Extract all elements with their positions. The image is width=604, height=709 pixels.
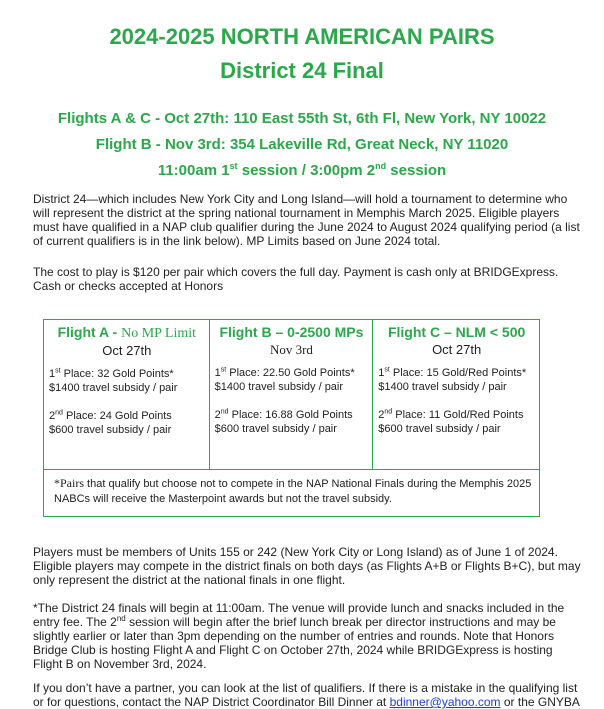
flight-a-first-text: Place: 32 Gold Points*: [60, 368, 174, 380]
flight-a-second-place: [49, 409, 205, 437]
flights-ac-location: Flights A & C - Oct 27th: 110 East 55th St, 6th Fl, New York, NY 10022: [57, 110, 547, 127]
flight-a-first-sup: st: [55, 367, 61, 375]
flight-a-heading: [49, 324, 205, 342]
flight-c-second-subsidy: $600 travel subsidy / pair: [378, 423, 501, 435]
table-footnote: [44, 470, 539, 516]
flight-a-second-sup: nd: [55, 409, 63, 417]
session-prefix: 11:00am 1: [157, 162, 230, 179]
contact-text-a: If you don’t have a partner, you can look at the list of qualifiers. If there is a mistake in the qualifying list or for questions, contact the NAP District Coordinator Bill Dinner at: [33, 681, 578, 709]
flight-c-first-place: [378, 366, 535, 394]
schedule-paragraph: [33, 601, 581, 671]
flight-c-first-subsidy: $1400 travel subsidy / pair: [378, 381, 507, 393]
flight-a-second-num: 2: [49, 410, 56, 422]
eligibility-paragraph: Players must be members of Units 155 or 242 (New York City or Long Island) as of June 1 of 2024. Eligible players may compete in the district finals on both days (as Flights A+B or Flights B+C), but may only represent the district at the national finals in one flight.: [33, 545, 581, 587]
flight-b-second-place: [215, 408, 369, 436]
flight-b-second-num: 2: [214, 409, 221, 421]
flight-b-first-text: Place: 22.50 Gold Points*: [226, 367, 355, 379]
schedule-text-b: session will begin after the brief lunch break per director instructions and may be slightly earlier or later than 3pm depending on the number of entries and rounds. Note that Honors Bridge Club is hosting Flight A and Flight C on October 27th, 2024 while BRIDGExpress is hosting Flight B on November 3rd, 2024.: [33, 615, 556, 671]
flight-a-date: Oct 27th: [102, 343, 152, 358]
flight-a-cell: [44, 320, 210, 470]
flight-b-second-text: Place: 16.88 Gold Points: [228, 409, 353, 421]
flight-b-date: Nov 3rd: [269, 342, 313, 357]
page-title-line1: 2024-2025 NORTH AMERICAN PAIRS: [109, 24, 495, 49]
flight-a-first-subsidy: $1400 travel subsidy / pair: [49, 382, 178, 394]
flight-c-date: Oct 27th: [432, 342, 482, 357]
flight-c-heading: Flight C – NLM < 500: [387, 324, 526, 340]
flight-a-heading-bold: Flight A -: [57, 324, 122, 340]
flight-c-second-text: Place: 11 Gold/Red Points: [392, 409, 524, 421]
flight-a-first-place: [49, 367, 205, 395]
flight-a-second-text: Place: 24 Gold Points: [62, 410, 172, 422]
flights-table: [43, 319, 540, 517]
flight-b-second-subsidy: $600 travel subsidy / pair: [214, 423, 337, 435]
flights-row: [44, 320, 540, 470]
contact-text-b: or the GNYBA: [500, 695, 580, 709]
footnote-pairs: *Pairs: [54, 476, 84, 490]
flight-c-second-sup: nd: [384, 408, 393, 416]
flight-b-second-sup: nd: [220, 408, 229, 416]
intro-paragraph-2: The cost to play is $120 per pair which covers the full day. Payment is cash only at BRIDGExpress. Cash or checks accepted at Honors: [33, 265, 559, 293]
flight-a-heading-limit: No MP Limit: [121, 326, 197, 341]
email-link[interactable]: bdinner@yahoo.com: [389, 695, 501, 709]
flight-b-first-subsidy: $1400 travel subsidy / pair: [214, 381, 344, 393]
session-sup2: nd: [375, 161, 387, 171]
flight-a-second-subsidy: $600 travel subsidy / pair: [49, 424, 172, 436]
page-title-line2: District 24 Final: [220, 58, 384, 83]
intro-paragraph-1: District 24—which includes New York City and Long Island—will hold a tournament to determine who will represent the district at the spring national tournament in Memphis March 2025. Eligible players must have qualified in a NAP club qualifier during the June 2024 to August 2024 qualifying period (a list of current qualifiers is in the link below). MP Limits based on June 2024 total.: [33, 192, 580, 248]
session-sup1: st: [229, 161, 238, 171]
flight-c-first-num: 1: [378, 367, 385, 379]
flight-c-second-place: [378, 408, 535, 436]
flight-c-second-num: 2: [378, 409, 385, 421]
schedule-sup: nd: [116, 614, 126, 623]
flight-b-first-sup: st: [220, 366, 227, 374]
flight-b-location: Flight B - Nov 3rd: 354 Lakeville Rd, Great Neck, NY 11020: [95, 136, 509, 153]
contact-paragraph: [33, 681, 581, 709]
flight-c-first-sup: st: [384, 366, 390, 374]
table-footnote-cell: [44, 470, 540, 517]
flight-b-first-place: [215, 366, 369, 394]
flight-c-cell: [373, 320, 540, 470]
session-mid: session / 3:00pm 2: [237, 162, 376, 179]
flight-a-first-num: 1: [49, 368, 56, 380]
flight-c-first-text: Place: 15 Gold/Red Points*: [389, 367, 527, 379]
flight-b-heading: Flight B – 0-2500 MPs: [219, 324, 364, 340]
footnote-rest: that qualify but choose not to compete in the NAP National Finals during the Memphis 2025 NABCs will receive the Masterpoint awards but not the travel subsidy.: [54, 478, 532, 505]
session-suffix: session: [386, 162, 447, 179]
flight-b-cell: [209, 320, 373, 470]
footnote-row: [44, 470, 540, 517]
schedule-text-a: *The District 24 finals will begin at 11:00am. The venue will provide lunch and snacks included in the entry fee. The 2: [33, 601, 565, 629]
flight-b-first-num: 1: [214, 367, 221, 379]
session-times: [0, 162, 604, 180]
